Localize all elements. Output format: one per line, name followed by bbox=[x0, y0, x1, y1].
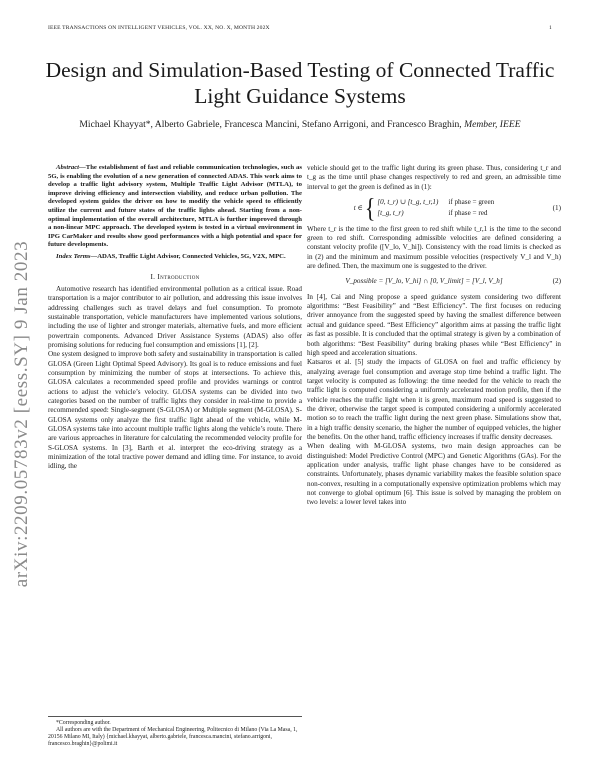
equation-1-case2-cond: if phase = red bbox=[448, 209, 488, 218]
right-column bbox=[307, 164, 561, 508]
left-column bbox=[48, 164, 302, 472]
paper-title: Design and Simulation-Based Testing of Connected Traffic Light Guidance Systems bbox=[45, 58, 555, 108]
right-paragraph-5: When dealing with M-GLOSA systems, two main design approaches can be distinguished: Model Predictive Control (MPC) and Genetic Algorithms (GAs). For the application under analysis, traffic light phase changes have to be considered as constraints. Unfortunately, phases dynamic variability makes the feasible solution space non-convex, resulting in a computationally expensive optimization problems which may not converge to global optimum [6]. This issue is solved by managing the problem on two levels: a lower level takes into bbox=[307, 442, 561, 507]
equation-1-lhs: t ∈ bbox=[353, 203, 363, 212]
equation-1-case2-expr: [t_g, t_r) bbox=[377, 209, 404, 218]
equation-1-case1-cond: if phase = green bbox=[448, 198, 495, 207]
index-terms-label: Index Terms bbox=[56, 252, 91, 260]
abstract-label: Abstract bbox=[56, 164, 80, 171]
right-paragraph-2: Where t_r is the time to the first green to red shift while t_r,1 is the time to the second green to red shift. Corresponding admissible velocities are defined considering a constant velocity profile ([V_lo, V_hi]). Consistency with the road limits is checked as in (2) and the minimum and maximum possible velocities (respectively V_l and V_h) are defined. Then, the maximum one is suggested to the driver. bbox=[307, 224, 561, 271]
intro-paragraph-2: One system designed to improve both safety and sustainability in transportation is called GLOSA (Green Light Optimal Speed Advisory). Its goal is to reduce emissions and fuel consumption by minimizing the number of stops at intersections. To achieve this, GLOSA calculates a recommended speed profile and provides warnings or control actions to adjust the vehicle’s velocity. GLOSA systems can be divided into two categories based on the number of traffic lights they consider in real-time to provide a recommended speed: Single-segment (S-GLOSA) or Multiple segment (M-GLOSA). S-GLOSA systems only analyze the first traffic light ahead of the vehicle, while M-GLOSA systems take into account multiple traffic lights along the vehicle’s route. There are various approaches in literature for calculating the recommended velocity profile for S-GLOSA systems. In [3], Barth et al. interpret the eco-driving strategy as a minimization of the total tractive power demand and idling time. For instance, to avoid idling, the bbox=[48, 350, 302, 471]
author-list bbox=[40, 119, 560, 130]
running-header: IEEE TRANSACTIONS ON INTELLIGENT VEHICLES, VOL. XX, NO. X, MONTH 202X bbox=[48, 25, 270, 31]
page-number: 1 bbox=[549, 25, 552, 31]
abstract-text: —The establishment of fast and reliable communication technologies, such as 5G, is enabling the evolution of a new generation of connected ADAS. This work aims to develop a traffic light advisory system, Multiple Traffic Light Advisor (MTLA), to improve driving efficiency and intersection viability, and reduce urban pollution. The developed system guides the driver on how to modify the vehicle speed to efficiently utilize the current and future states of the traffic lights ahead. Starting from a non-optimal implementation of the overall architecture, MTLA is further improved through a non-linear MPC approach. The developed system is tested in a virtual environment in IPG CarMaker and results show good performances with a high potential and space for future developments. bbox=[48, 164, 302, 249]
section-heading-introduction: I. Introduction bbox=[150, 271, 200, 281]
equation-1 bbox=[307, 192, 561, 224]
author-names: Michael Khayyat*, Alberto Gabriele, Francesca Mancini, Stefano Arrigoni, and Francesco Braghin, bbox=[79, 119, 465, 130]
right-paragraph-4: Katsaros et al. [5] study the impacts of GLOSA on fuel and traffic efficiency by analyzing average fuel consumption and average stop time behind a traffic light. The target velocity is computed as following: the time needed for the vehicle to reach the traffic light is computed considering a uniformly accelerated motion profile, then if the vehicle reaches the traffic light when it is green, maximum road speed is suggested to the driver, otherwise the target speed is computed considering a uniformly accelerated motion so to reach the traffic light during the next green phase. Simulations show that, in a high traffic density scenario, the higher the number of equipped vehicles, the higher the benefits. On the other hand, traffic efficiency increases if traffic density decreases. bbox=[307, 358, 561, 441]
equation-1-brace: { bbox=[364, 192, 376, 224]
footnote-affiliation: All authors are with the Department of Mechanical Engineering, Politecnico di Milano (Via La Masa, 1, 20156 Milano MI, Italy) {michael.khayyat, alberto.gabriele, francesca.mancini, stefano.arrigoni, francesco.braghin}@polimi.it bbox=[48, 726, 298, 747]
index-terms-text: —ADAS, Traffic Light Advisor, Connected Vehicles, 5G, V2X, MPC. bbox=[90, 252, 286, 260]
arxiv-stamp: arXiv:2209.05783v2 [eess.SY] 9 Jan 2023 bbox=[11, 240, 32, 588]
equation-1-case1-expr: [0, t_r) ∪ [t_g, t_r,1) bbox=[377, 198, 439, 207]
right-paragraph-1: vehicle should get to the traffic light during its green phase. Thus, considering t_r and t_g as the time until phase changes respectively to red and green, an admissible time interval to get the green is defined as in (1): bbox=[307, 164, 561, 191]
index-terms bbox=[48, 253, 302, 262]
equation-1-number: (1) bbox=[552, 203, 561, 212]
footnote bbox=[48, 716, 302, 748]
abstract bbox=[48, 164, 302, 250]
author-membership: Member, IEEE bbox=[464, 119, 521, 130]
equation-2 bbox=[307, 277, 561, 286]
equation-2-expr: V_possible = [V_lo, V_hi] ∩ [0, V_limit] = [V_l, V_h] bbox=[345, 277, 503, 286]
intro-paragraph-1: Automotive research has identified environmental pollution as a critical issue. Road transportation is a major contributor to air pollution, and addressing this issue involves addressing challenges such as travel delays and fuel consumption. To promote sustainable transportation, vehicle manufacturers have implemented various solutions, including the use of lighter and stronger materials, alternative fuels, and more efficient powertrain components. Advanced Driver Assistance Systems (ADAS) also offer promising solutions for reducing fuel consumption and emissions [1], [2]. bbox=[48, 284, 302, 349]
right-paragraph-3: In [4], Cai and Ning propose a speed guidance system considering two different algorithms: “Best Feasibility” and “Best Efficiency”. The first focuses on reducing driver annoyance from the suggested speed by having the smallest difference between actual and guidance speed. “Best Efficiency” algorithm aims at passing the traffic light as fast as possible. It is concluded that the optimal strategy is given by a combination of both algorithms: “Best Feasibility” during braking phases while “Best Efficiency” in high speed and acceleration situations. bbox=[307, 292, 561, 357]
footnote-corresponding: *Corresponding author. bbox=[56, 720, 111, 726]
equation-2-number: (2) bbox=[552, 277, 561, 286]
